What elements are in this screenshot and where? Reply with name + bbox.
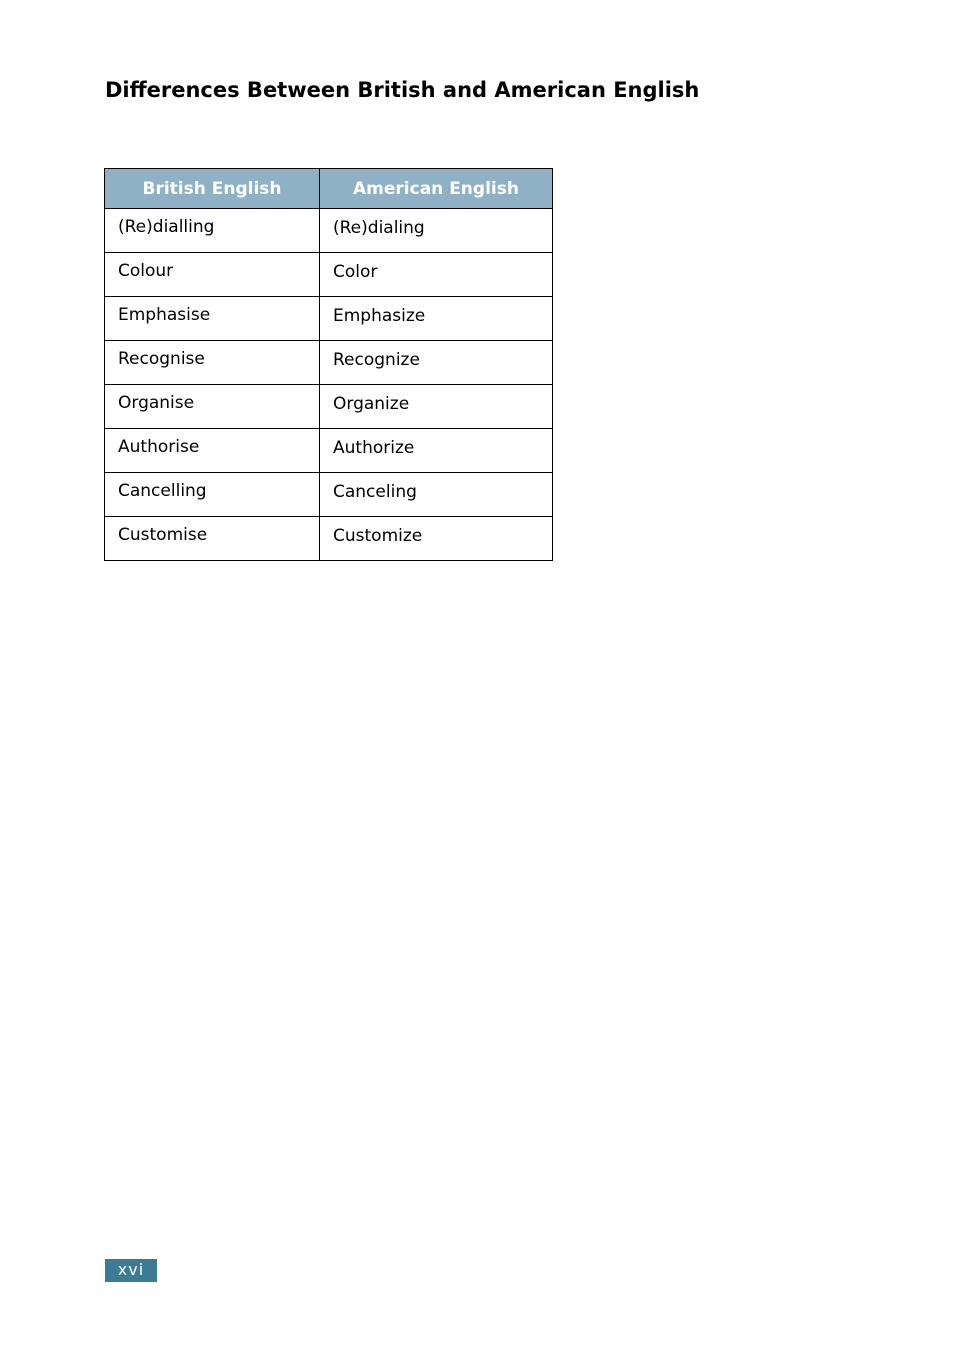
table-header <box>105 169 553 209</box>
table-row <box>105 385 553 429</box>
cell-british: Customise <box>105 517 320 561</box>
table-row <box>105 209 553 253</box>
cell-british: Organise <box>105 385 320 429</box>
cell-british: Authorise <box>105 429 320 473</box>
cell-american: Color <box>320 253 553 297</box>
cell-american: Organize <box>320 385 553 429</box>
table-row <box>105 341 553 385</box>
cell-british: Recognise <box>105 341 320 385</box>
cell-british: Emphasise <box>105 297 320 341</box>
header-american-english: American English <box>320 169 553 209</box>
cell-american: Recognize <box>320 341 553 385</box>
cell-british: (Re)dialling <box>105 209 320 253</box>
table-header-row <box>105 169 553 209</box>
cell-american: (Re)dialing <box>320 209 553 253</box>
cell-american: Authorize <box>320 429 553 473</box>
cell-british: Colour <box>105 253 320 297</box>
spelling-comparison-table <box>104 168 553 561</box>
cell-american: Customize <box>320 517 553 561</box>
header-british-english: British English <box>105 169 320 209</box>
cell-american: Emphasize <box>320 297 553 341</box>
page-number-badge: xvi <box>105 1259 157 1282</box>
cell-american: Canceling <box>320 473 553 517</box>
table-row <box>105 253 553 297</box>
table-row <box>105 517 553 561</box>
cell-british: Cancelling <box>105 473 320 517</box>
table-row <box>105 297 553 341</box>
table-row <box>105 473 553 517</box>
table-body <box>105 209 553 561</box>
page-title: Differences Between British and American English <box>105 78 700 102</box>
table-row <box>105 429 553 473</box>
